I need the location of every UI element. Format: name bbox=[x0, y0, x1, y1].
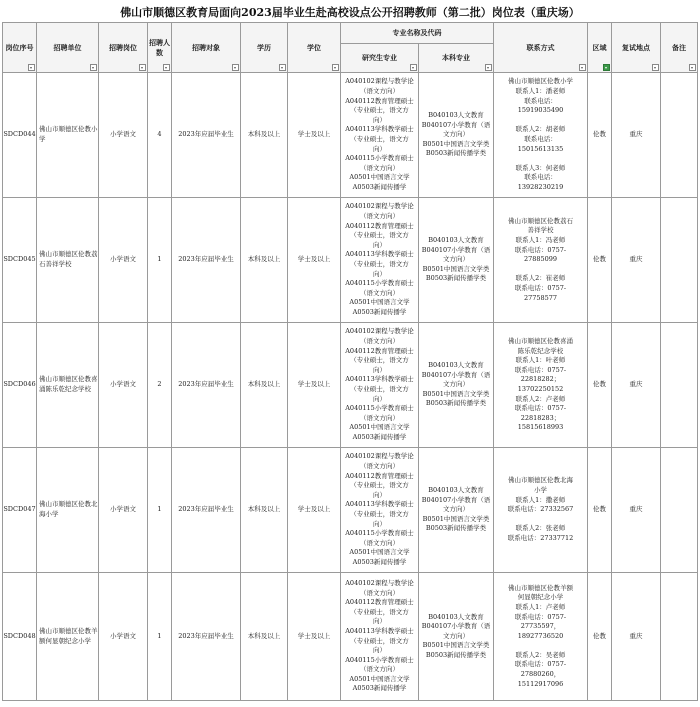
cell-degree[interactable]: 学士及以上 bbox=[288, 323, 341, 448]
cell-target[interactable]: 2023年应届毕业生 bbox=[172, 573, 241, 701]
cell-target[interactable]: 2023年应届毕业生 bbox=[172, 198, 241, 323]
cell-exam-site[interactable]: 重庆 bbox=[612, 73, 661, 198]
cell-grad-major[interactable]: A040102课程与教学论 （语文方向） A040112教育管理硕士 （专业硕士，语文方 向） A040113学科教学硕士 （专业硕士，语文方 向） A040115小学教育硕士 （语文方向） A0501中国语言文学 A0503新闻传播学 bbox=[341, 573, 419, 701]
cell-contact[interactable]: 佛山市顺德区伦教荔石 善祥学校 联系人1：冯老师 联系电话：0757- 27885099 联系人2：崔老师 联系电话：0757- 27758577 bbox=[494, 198, 588, 323]
header-unit[interactable]: 招聘单位 bbox=[37, 23, 99, 73]
cell-unit[interactable]: 佛山市顺德区伦教羊额何显朝纪念小学 bbox=[37, 573, 99, 701]
cell-ug-major[interactable]: B040103人文教育 B040107小学教育（语 文方向） B0501中国语言文学类 B0503新闻传播学类 bbox=[419, 73, 494, 198]
header-exam-site[interactable]: 复试地点 bbox=[612, 23, 661, 73]
cell-post[interactable]: 小学语文 bbox=[99, 323, 148, 448]
cell-ug-major[interactable]: B040103人文教育 B040107小学教育（语 文方向） B0501中国语言文学类 B0503新闻传播学类 bbox=[419, 573, 494, 701]
cell-exam-site[interactable]: 重庆 bbox=[612, 198, 661, 323]
table-row bbox=[3, 323, 698, 448]
dropdown-filter-icon[interactable] bbox=[90, 64, 97, 71]
cell-target[interactable]: 2023年应届毕业生 bbox=[172, 73, 241, 198]
cell-unit[interactable]: 佛山市顺德区伦教小学 bbox=[37, 73, 99, 198]
cell-grad-major[interactable]: A040102课程与教学论 （语文方向） A040112教育管理硕士 （专业硕士，语文方 向） A040113学科教学硕士 （专业硕士，语文方 向） A040115小学教育硕士 （语文方向） A0501中国语言文学 A0503新闻传播学 bbox=[341, 73, 419, 198]
sheet-title: 佛山市顺德区教育局面向2023届毕业生赴高校设点公开招聘教师（第二批）岗位表（重庆场） bbox=[120, 6, 580, 19]
header-post[interactable]: 招聘岗位 bbox=[99, 23, 148, 73]
header-contact[interactable]: 联系方式 bbox=[494, 23, 588, 73]
cell-contact[interactable]: 佛山市顺德区伦教北海 小学 联系人1：撒老师 联系电话：27332567 联系人2：张老师 联系电话：27337712 bbox=[494, 448, 588, 573]
cell-note[interactable] bbox=[661, 198, 698, 323]
dropdown-filter-icon[interactable] bbox=[689, 64, 696, 71]
table-row bbox=[3, 73, 698, 198]
cell-exam-site[interactable]: 重庆 bbox=[612, 448, 661, 573]
cell-id[interactable]: SDCD046 bbox=[3, 323, 37, 448]
header-target[interactable]: 招聘对象 bbox=[172, 23, 241, 73]
cell-post[interactable]: 小学语文 bbox=[99, 73, 148, 198]
table-row bbox=[3, 198, 698, 323]
cell-note[interactable] bbox=[661, 73, 698, 198]
cell-count[interactable]: 1 bbox=[148, 198, 172, 323]
cell-note[interactable] bbox=[661, 323, 698, 448]
dropdown-filter-icon[interactable] bbox=[579, 64, 586, 71]
header-count[interactable]: 招聘人数 bbox=[148, 23, 172, 73]
cell-count[interactable]: 1 bbox=[148, 448, 172, 573]
header-education[interactable]: 学历 bbox=[241, 23, 288, 73]
cell-unit[interactable]: 佛山市顺德区伦教喜涌陈乐乾纪念学校 bbox=[37, 323, 99, 448]
dropdown-filter-icon[interactable] bbox=[652, 64, 659, 71]
cell-district[interactable]: 伦教 bbox=[588, 198, 612, 323]
header-note[interactable]: 备注 bbox=[661, 23, 698, 73]
table-row bbox=[3, 448, 698, 573]
cell-count[interactable]: 4 bbox=[148, 73, 172, 198]
cell-id[interactable]: SDCD045 bbox=[3, 198, 37, 323]
dropdown-filter-icon[interactable] bbox=[485, 64, 492, 71]
cell-target[interactable]: 2023年应届毕业生 bbox=[172, 448, 241, 573]
dropdown-filter-icon[interactable] bbox=[279, 64, 286, 71]
cell-degree[interactable]: 学士及以上 bbox=[288, 198, 341, 323]
dropdown-filter-icon[interactable] bbox=[28, 64, 35, 71]
cell-education[interactable]: 本科及以上 bbox=[241, 323, 288, 448]
cell-id[interactable]: SDCD048 bbox=[3, 573, 37, 701]
cell-degree[interactable]: 学士及以上 bbox=[288, 73, 341, 198]
cell-grad-major[interactable]: A040102课程与教学论 （语文方向） A040112教育管理硕士 （专业硕士，语文方 向） A040113学科教学硕士 （专业硕士，语文方 向） A040115小学教育硕士 （语文方向） A0501中国语言文学 A0503新闻传播学 bbox=[341, 448, 419, 573]
cell-district[interactable]: 伦教 bbox=[588, 323, 612, 448]
header-district[interactable]: 区域 bbox=[588, 23, 612, 73]
cell-grad-major[interactable]: A040102课程与教学论 （语文方向） A040112教育管理硕士 （专业硕士，语文方 向） A040113学科教学硕士 （专业硕士，语文方 向） A040115小学教育硕士 （语文方向） A0501中国语言文学 A0503新闻传播学 bbox=[341, 323, 419, 448]
cell-district[interactable]: 伦教 bbox=[588, 73, 612, 198]
dropdown-filter-icon[interactable] bbox=[332, 64, 339, 71]
cell-degree[interactable]: 学士及以上 bbox=[288, 448, 341, 573]
cell-exam-site[interactable]: 重庆 bbox=[612, 573, 661, 701]
dropdown-filter-icon[interactable] bbox=[163, 64, 170, 71]
cell-exam-site[interactable]: 重庆 bbox=[612, 323, 661, 448]
cell-ug-major[interactable]: B040103人文教育 B040107小学教育（语 文方向） B0501中国语言文学类 B0503新闻传播学类 bbox=[419, 198, 494, 323]
table-row bbox=[3, 573, 698, 701]
header-major-group: 专业名称及代码 bbox=[341, 23, 494, 44]
cell-post[interactable]: 小学语文 bbox=[99, 573, 148, 701]
header-ug-major[interactable]: 本科专业 bbox=[419, 44, 494, 73]
cell-education[interactable]: 本科及以上 bbox=[241, 198, 288, 323]
cell-note[interactable] bbox=[661, 448, 698, 573]
cell-education[interactable]: 本科及以上 bbox=[241, 573, 288, 701]
cell-grad-major[interactable]: A040102课程与教学论 （语文方向） A040112教育管理硕士 （专业硕士，语文方 向） A040113学科教学硕士 （专业硕士，语文方 向） A040115小学教育硕士 （语文方向） A0501中国语言文学 A0503新闻传播学 bbox=[341, 198, 419, 323]
job-positions-table bbox=[2, 22, 698, 701]
cell-education[interactable]: 本科及以上 bbox=[241, 73, 288, 198]
header-grad-major[interactable]: 研究生专业 bbox=[341, 44, 419, 73]
cell-note[interactable] bbox=[661, 573, 698, 701]
cell-ug-major[interactable]: B040103人文教育 B040107小学教育（语 文方向） B0501中国语言文学类 B0503新闻传播学类 bbox=[419, 323, 494, 448]
header-id[interactable]: 岗位序号 bbox=[3, 23, 37, 73]
cell-count[interactable]: 1 bbox=[148, 573, 172, 701]
dropdown-filter-icon[interactable] bbox=[410, 64, 417, 71]
dropdown-filter-icon[interactable] bbox=[232, 64, 239, 71]
cell-district[interactable]: 伦教 bbox=[588, 448, 612, 573]
dropdown-filter-icon[interactable] bbox=[139, 64, 146, 71]
cell-count[interactable]: 2 bbox=[148, 323, 172, 448]
cell-contact[interactable]: 佛山市顺德区伦教小学 联系人1：潘老师 联系电话： 15919035490 联系人2：胡老师 联系电话： 15015613135 联系人3：何老师 联系电话： 13928230219 bbox=[494, 73, 588, 198]
cell-ug-major[interactable]: B040103人文教育 B040107小学教育（语 文方向） B0501中国语言文学类 B0503新闻传播学类 bbox=[419, 448, 494, 573]
cell-education[interactable]: 本科及以上 bbox=[241, 448, 288, 573]
cell-id[interactable]: SDCD047 bbox=[3, 448, 37, 573]
cell-district[interactable]: 伦教 bbox=[588, 573, 612, 701]
header-degree[interactable]: 学位 bbox=[288, 23, 341, 73]
cell-unit[interactable]: 佛山市顺德区伦教北海小学 bbox=[37, 448, 99, 573]
cell-post[interactable]: 小学语文 bbox=[99, 198, 148, 323]
cell-degree[interactable]: 学士及以上 bbox=[288, 573, 341, 701]
cell-contact[interactable]: 佛山市顺德区伦教喜涌 陈乐乾纪念学校 联系人1：叶老师 联系电话：0757- 22818282； 13702250152 联系人2：卢老师 联系电话：0757- 22818283； 15815618993 bbox=[494, 323, 588, 448]
cell-target[interactable]: 2023年应届毕业生 bbox=[172, 323, 241, 448]
cell-id[interactable]: SDCD044 bbox=[3, 73, 37, 198]
cell-contact[interactable]: 佛山市顺德区伦教羊额 何显朝纪念小学 联系人1：卢老师 联系电话：0757- 27735597， 18927736520 联系人2：吴老师 联系电话：0757- 27880260， 15112917096 bbox=[494, 573, 588, 701]
cell-post[interactable]: 小学语文 bbox=[99, 448, 148, 573]
cell-unit[interactable]: 佛山市顺德区伦教荔石善祥学校 bbox=[37, 198, 99, 323]
active-filter-icon[interactable] bbox=[603, 64, 610, 71]
